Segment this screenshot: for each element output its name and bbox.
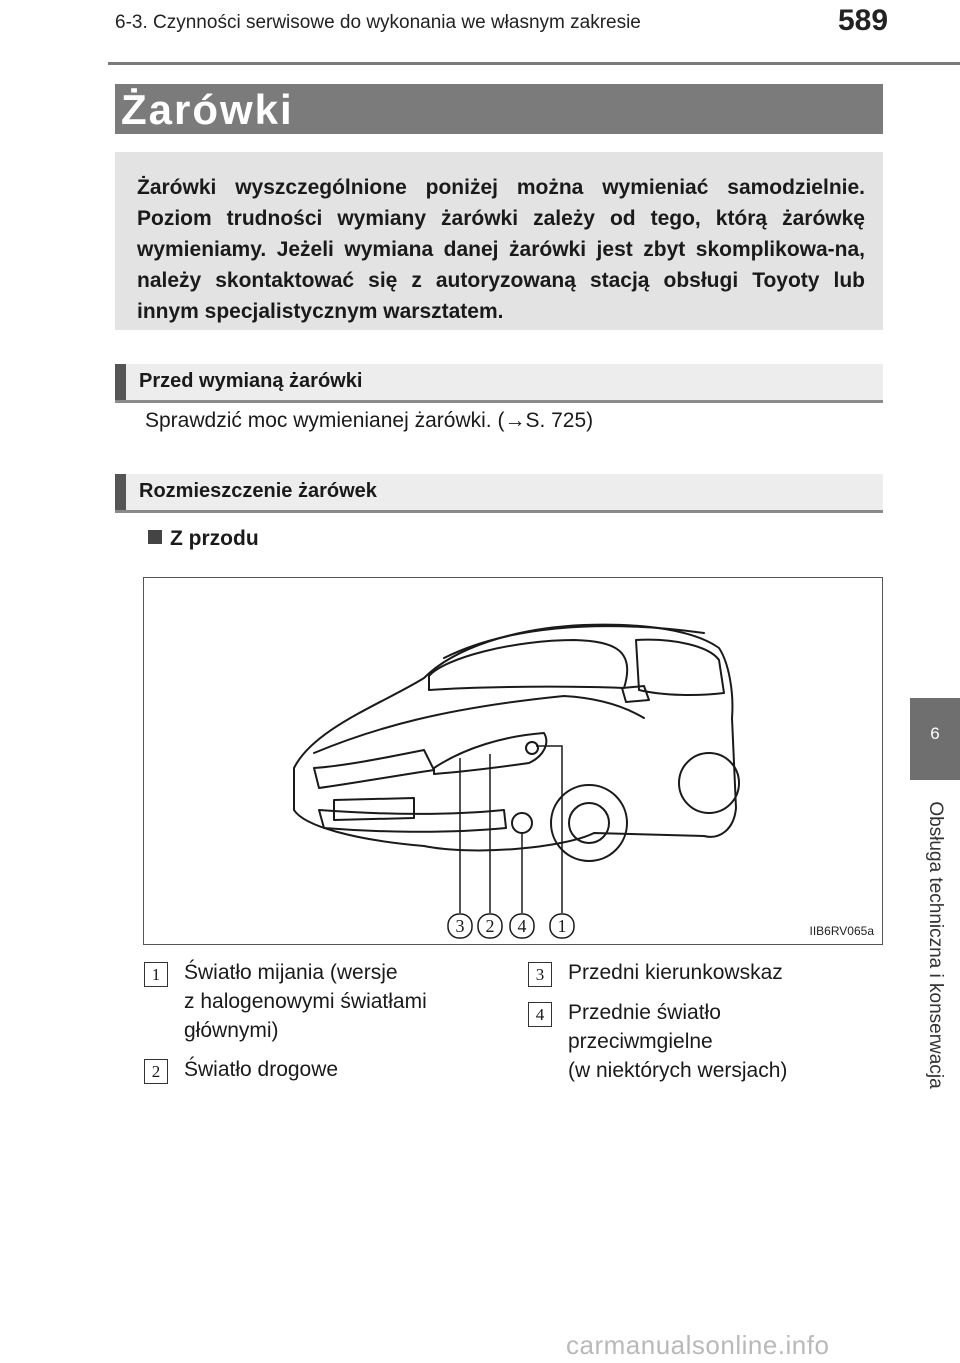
- plate-area: [334, 798, 414, 820]
- legend-line: z halogenowymi światłami: [184, 990, 427, 1013]
- legend-text: [184, 958, 484, 1045]
- turn-lamp: [526, 742, 538, 754]
- windshield: [429, 640, 627, 690]
- figure-code: IIB6RV065a: [809, 924, 874, 938]
- svg-text:3: 3: [455, 916, 465, 936]
- rear-wheel: [679, 753, 739, 813]
- page-title: Żarówki: [121, 86, 294, 133]
- watermark: carmanualsonline.info: [566, 1330, 830, 1360]
- section-body-text: Sprawdzić moc wymienianej żarówki. (→S. 725): [145, 409, 594, 432]
- car-front-figure: [143, 577, 883, 945]
- section-heading-label: Rozmieszczenie żarówek: [139, 480, 377, 502]
- legend-line: przeciwmgielne: [568, 1030, 713, 1053]
- subheading-front: [148, 527, 259, 551]
- callout-1: [550, 914, 574, 938]
- callout-4: [510, 914, 534, 938]
- front-wheel-hub: [569, 803, 609, 843]
- svg-text:1: 1: [557, 916, 567, 936]
- section-marker: [115, 364, 126, 400]
- svg-text:2: 2: [485, 916, 495, 936]
- callout-2: [478, 914, 502, 938]
- page-title-bar: [115, 84, 883, 134]
- legend-line: (w niektórych wersjach): [568, 1059, 788, 1082]
- section-heading-bulb-locations: [115, 474, 883, 513]
- front-grille: [314, 750, 434, 788]
- intro-text: Żarówki wyszczególnione poniżej można wymieniać samodzielnie. Poziom trudności wymiany żarówki zależy od tego, którą żarówkę wymieniamy. Jeżeli wymiana danej żarówki jest zbyt skomplikowa-na, należy skontaktować się z autoryzowaną stacją obsługi Toyoty lub innym specjalistycznym warsztatem.: [137, 176, 865, 323]
- legend-text: [568, 998, 868, 1085]
- callout-leader-1: [536, 746, 562, 913]
- section-heading-before-replacement: [115, 364, 883, 403]
- lower-grille: [319, 810, 506, 832]
- header-divider: [108, 62, 960, 65]
- side-mirror: [622, 686, 649, 702]
- hood-line: [314, 696, 644, 753]
- chapter-title: 6-3. Czynności serwisowe do wykonania we własnym zakresie: [115, 12, 641, 33]
- legend-line: Przedni kierunkowskaz: [568, 961, 783, 984]
- section-heading-label: Przed wymianą żarówki: [139, 370, 363, 392]
- intro-box: [115, 152, 883, 330]
- legend-number: 1: [144, 962, 168, 987]
- legend-number: 2: [144, 1059, 168, 1084]
- square-bullet-icon: [148, 530, 162, 544]
- legend-line: Światło mijania (wersje: [184, 961, 398, 984]
- legend-line: głównymi): [184, 1019, 279, 1042]
- svg-text:4: 4: [517, 916, 527, 936]
- callout-3: [448, 914, 472, 938]
- legend-text: [568, 958, 868, 987]
- legend-number: 4: [528, 1002, 552, 1027]
- legend-line: Światło drogowe: [184, 1058, 339, 1081]
- chapter-tab: [910, 698, 960, 780]
- legend-line: Przednie światło: [568, 1001, 721, 1024]
- chapter-side-label: Obsługa techniczna i konserwacja: [925, 801, 946, 1089]
- page-number: 589: [838, 4, 889, 37]
- legend-number: 3: [528, 962, 552, 987]
- car-illustration: [144, 578, 882, 944]
- subheading-label: Z przodu: [170, 527, 259, 550]
- chapter-tab-number: 6: [930, 724, 940, 743]
- roof-rail: [444, 626, 704, 658]
- section-marker: [115, 474, 126, 510]
- legend-text: [184, 1055, 484, 1084]
- fog-lamp: [512, 813, 532, 833]
- side-window: [636, 640, 724, 695]
